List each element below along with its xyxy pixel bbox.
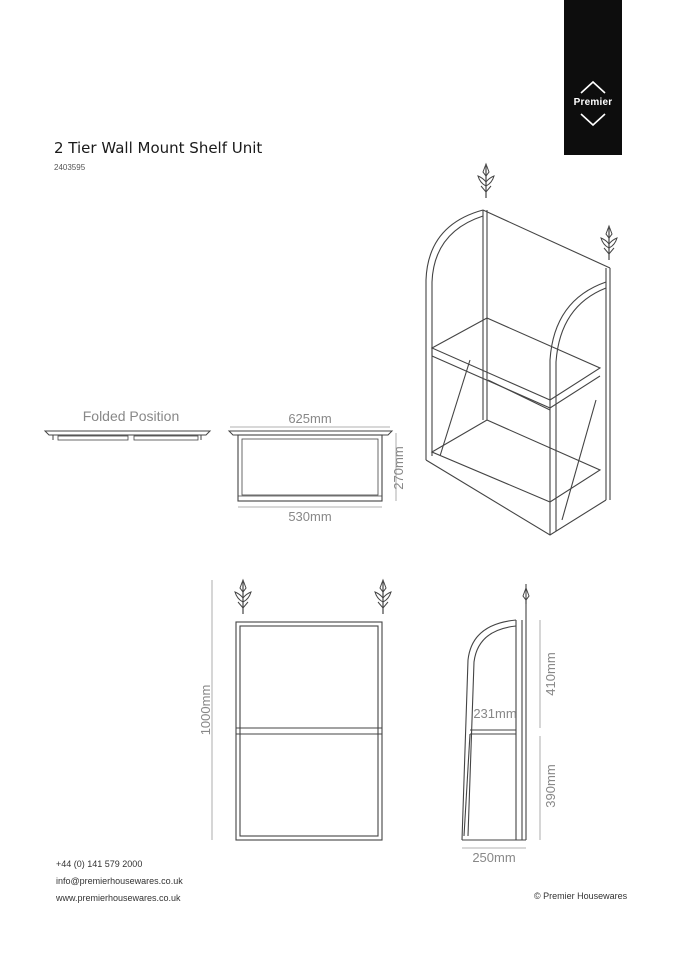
contact-email[interactable]: info@premierhousewares.co.uk [56, 876, 183, 886]
front-view [229, 411, 406, 524]
front-elevation [198, 580, 382, 840]
product-code: 2403595 [54, 163, 86, 172]
contact-phone: +44 (0) 141 579 2000 [56, 859, 143, 869]
dim-shelf-depth: 231mm [473, 706, 517, 721]
isometric-view [426, 210, 610, 535]
dim-width-bottom: 530mm [288, 509, 332, 524]
copyright: © Premier Housewares [534, 891, 628, 901]
dim-width-top: 625mm [288, 411, 332, 426]
dim-tier-top: 410mm [543, 652, 558, 696]
brand-name: Premier [573, 97, 613, 108]
folded-label: Folded Position [82, 408, 180, 424]
dim-height-total: 1000mm [198, 684, 213, 736]
contact-website[interactable]: www.premierhousewares.co.uk [56, 893, 181, 903]
dim-depth-folded: 270mm [391, 446, 406, 490]
dim-tier-bottom: 390mm [543, 764, 558, 808]
folded-view [45, 408, 210, 440]
dim-base-depth: 250mm [472, 850, 516, 865]
product-title: 2 Tier Wall Mount Shelf Unit [54, 139, 263, 157]
